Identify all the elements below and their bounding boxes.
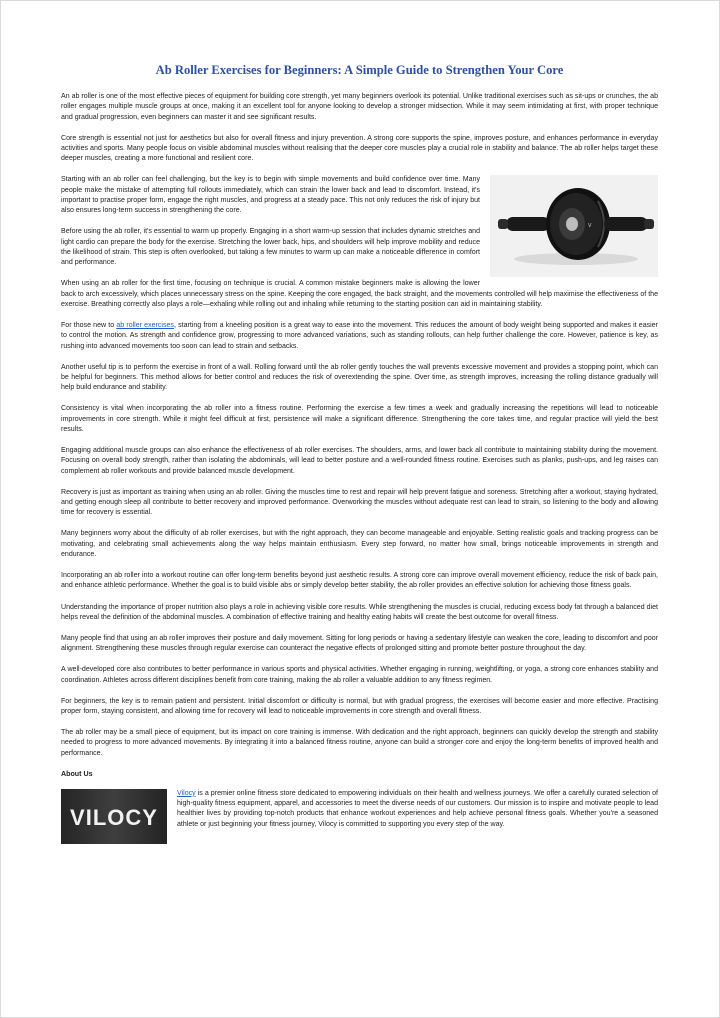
vilocy-link[interactable]: Vilocy [177,789,196,797]
paragraph-goals: Many beginners worry about the difficulty of ab roller exercises, but with the right approach, they can become manageable and enjoyable. Setting realistic goals and tracking progress can be motivating, and celebrating small achievements along the way helps maintain enthusiasm. Every step forward, no matter how small, brings noticeable improvements in strength and endurance. [61,530,658,559]
paragraph-kneeling: For those new to ab roller exercises, starting from a kneeling position is a great way to ease into the movement. This reduces the amount of body weight being supported and makes it easier to control the motion. As strength and confidence grow, progressing to more advanced variations, such as standing rollouts, can help further challenge the core. However, patience is key, as rushing into advanced movements too soon can lead to strain and setbacks. [61,322,658,350]
paragraph-muscle-groups: Engaging additional muscle groups can also enhance the effectiveness of ab roller exercises. The shoulders, arms, and lower back all contribute to maintaining stability during the movement. Focusing on overall body strength, rather than isolating the abdominals, will lead to better posture and a well-rounded fitness routine. Exercises such as planks, push-ups, and leg raises can complement ab roller workouts and provide balanced muscle development. [61,447,658,475]
vilocy-logo [61,789,167,844]
about-us-section [61,789,658,844]
ab-roller-exercises-link[interactable]: ab roller exercises [116,322,174,330]
paragraph-wall-tip: Another useful tip is to perform the exercise in front of a wall. Rolling forward until the ab roller gently touches the wall prevents excessive movement and provides a stopping point, which can be helpful for beginners. This method allows for better control and reduces the risk of overextending the spine. Over time, as strength improves, increasing the rolling distance gradually will help build endurance and stability. [61,363,658,392]
paragraph-technique: When using an ab roller for the first time, focusing on technique is crucial. A common mistake beginners make is allowing the lower back to arch excessively, which places unnecessary stress on the spine. Keeping the core engaged, the back straight, and the movements controlled will help maximise the effectiveness of the exercise. Breathing correctly also plays a role—exhaling while rolling out and inhaling while returning to the starting position can aid in maintaining stability. [61,280,658,308]
paragraph-recovery: Recovery is just as important as training when using an ab roller. Giving the muscles time to rest and repair will help prevent fatigue and soreness. Stretching after a workout, staying hydrated, and getting enough sleep all contribute to better recovery and improved performance. Overworking the muscles without adequate rest can lead to strain, so listening to the body and allowing time for recovery is essential. [61,488,658,517]
paragraph-benefits: Incorporating an ab roller into a workout routine can offer long-term benefits beyond just aesthetic results. A strong core can improve overall movement efficiency, reduce the risk of back pain, and enhance athletic performance. Whether the goal is to build visible abs or simply develop better stability, the ab roller provides an effective solution for achieving those fitness goals. [61,572,658,590]
ab-roller-illustration [490,175,658,277]
paragraph-core-strength: Core strength is essential not just for aesthetics but also for overall fitness and injury prevention. A strong core supports the spine, improves posture, and enhances performance in everyday activities and sports. Many people focus on visible abdominal muscles without realising that the deeper core muscles play a crucial role in stability and balance. The ab roller helps target these deeper muscles, creating a more functional and resilient core. [61,134,658,163]
about-us-heading: About Us [61,769,93,778]
svg-text:VILOCY: VILOCY [70,804,158,830]
image-wrap-section [61,175,658,268]
page-title: Ab Roller Exercises for Beginners: A Simple Guide to Strengthen Your Core [155,63,564,77]
about-us-text: Vilocy is a premier online fitness store dedicated to empowering individuals on their health and wellness journeys. We offer a carefully curated selection of high-quality fitness equipment, apparel, and accessories to meet the diverse needs of our customers. Our mission is to inspire and motivate people to lead healthier lives by providing top-notch products that enhance workout experiences and help achieve personal fitness goals. Whether you're a seasoned athlete or just beginning your fitness journey, Vilocy is committed to supporting you every step of the way. [177,789,658,828]
paragraph-conclusion: The ab roller may be a small piece of equipment, but its impact on core training is immense. With dedication and the right approach, beginners can quickly develop the strength and stability needed to progress to more advanced movements. By integrating it into a balanced fitness routine, anyone can build a stronger core and enjoy the long-term benefits of improved health and performance. [61,729,658,757]
ab-roller-wheel-image [490,175,658,277]
paragraph-nutrition: Understanding the importance of proper nutrition also plays a role in achieving visible core results. While strengthening the muscles is crucial, reducing excess body fat through a balanced diet helps reveal the definition of the abdominal muscles. A combination of effective training and healthy eating habits will create the best outcome for overall fitness. [61,603,658,621]
paragraph-warm-up: Before using the ab roller, it's essential to warm up properly. Engaging in a short warm-up session that includes dynamic stretches and light cardio can prepare the body for the exercise. Stretching the lower back, hips, and shoulders will help improve mobility and reduce the likelihood of strain. This step is often overlooked, but taking a few minutes to warm up can make a noticeable difference in comfort and performance. [61,228,480,267]
wheel-brand-mark: V [588,223,592,230]
vilocy-logo-icon [61,789,167,844]
paragraph-consistency: Consistency is vital when incorporating the ab roller into a fitness routine. Performing the exercise a few times a week and gradually increasing the repetitions will lead to noticeable improvements in core strength. While it might feel difficult at first, persistence will make a significant difference. Strengthening the core takes time, and regular practice will yield the best results. [61,405,658,433]
document-body [61,62,658,844]
paragraph-posture: Many people find that using an ab roller improves their posture and daily movement. Sitting for long periods or having a sedentary lifestyle can weaken the core, leading to discomfort and poor alignment. Strengthening these muscles through regular exercise can counteract the negative effects of prolonged sitting and promote better posture throughout the day. [61,634,658,653]
paragraph-patience: For beginners, the key is to remain patient and persistent. Initial discomfort or difficulty is normal, but with gradual progress, the exercises will become easier and more effective. Practising proper form, staying consistent, and allowing time for recovery will lead to noticeable improvements in core strength and overall fitness. [61,697,658,716]
paragraph-sports: A well-developed core also contributes to better performance in various sports and physical activities. Whether engaging in running, weightlifting, or yoga, a strong core enhances stability and coordination. Athletes across different disciplines benefit from core training, making the ab roller a valuable addition to any fitness regimen. [61,666,658,684]
paragraph-intro: An ab roller is one of the most effective pieces of equipment for building core strength, yet many beginners overlook its potential. Unlike traditional exercises such as sit-ups or crunches, the ab roller engages multiple muscle groups at once, making it an excellent tool for anyone looking to develop a stronger midsection. While it may seem intimidating at first, with proper technique and gradual progression, even beginners can master it and see significant results. [61,93,658,121]
paragraph-starting: Starting with an ab roller can feel challenging, but the key is to begin with simple movements and build confidence over time. Many people make the mistake of attempting full rollouts immediately, which can strain the lower back and lead to discomfort. Instead, it's important to practise proper form, engage the right muscles, and progress at a steady pace. This not only reduces the risk of injury but also ensures long-term success in strengthening the core. [61,176,480,215]
